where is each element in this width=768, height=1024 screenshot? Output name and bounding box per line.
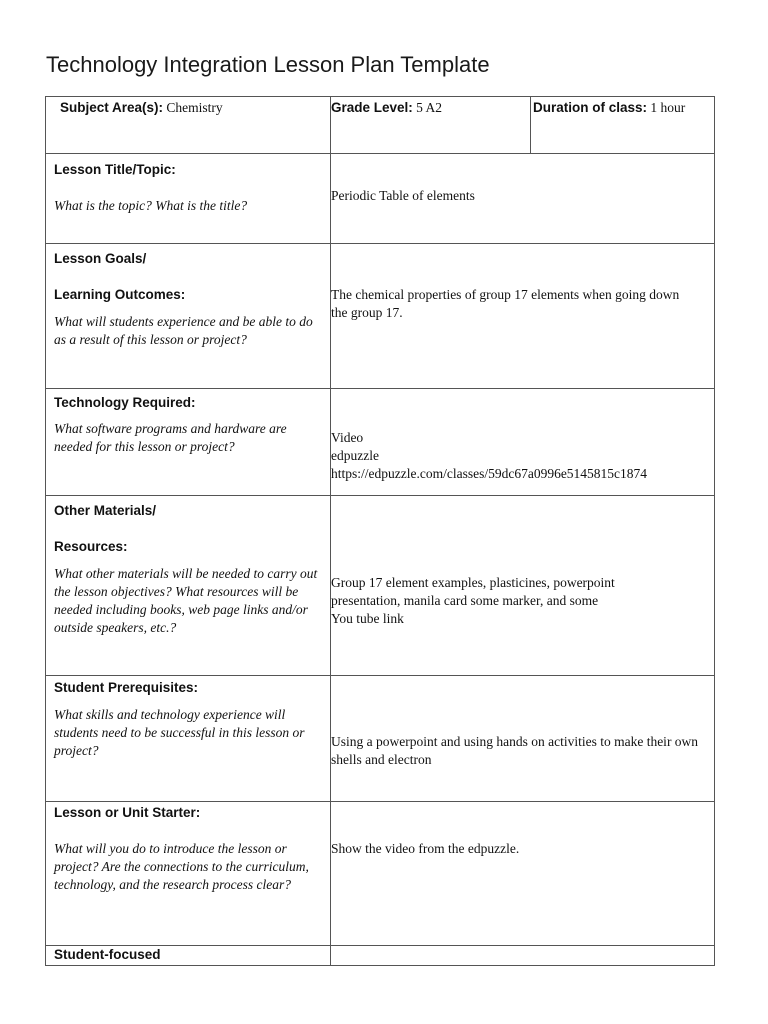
student-focused-row xyxy=(46,946,715,966)
grade-cell xyxy=(331,97,531,154)
materials-question: What other materials will be needed to carry out the lesson objectives? What resources will be needed including books, web page links and/or outside speakers, etc.? xyxy=(54,566,318,635)
duration-value: 1 hour xyxy=(650,100,686,115)
topic-label-cell xyxy=(46,154,331,244)
goals-label-1: Lesson Goals/ xyxy=(54,251,147,266)
technology-label: Technology Required: xyxy=(54,395,196,410)
starter-label: Lesson or Unit Starter: xyxy=(54,805,201,820)
materials-label-2: Resources: xyxy=(54,539,128,554)
starter-answer-cell xyxy=(331,802,715,946)
grade-value: 5 A2 xyxy=(416,100,443,115)
materials-answer-cell xyxy=(331,496,715,676)
prerequisites-question: What skills and technology experience will students need to be successful in this lesson or project? xyxy=(54,707,305,758)
technology-answer-video: Video xyxy=(331,430,364,445)
subject-label: Subject Area(s): xyxy=(60,100,164,115)
prerequisites-answer-cell xyxy=(331,676,715,802)
technology-question: What software programs and hardware are needed for this lesson or project? xyxy=(54,421,287,454)
materials-label-cell xyxy=(46,496,331,676)
materials-label-1: Other Materials/ xyxy=(54,503,157,518)
student-focused-label: Student-focused xyxy=(54,947,161,962)
document-title: Technology Integration Lesson Plan Template xyxy=(46,52,490,77)
topic-question: What is the topic? What is the title? xyxy=(54,198,248,213)
goals-row xyxy=(46,244,715,389)
goals-answer-cell xyxy=(331,244,715,389)
duration-cell xyxy=(531,97,715,154)
technology-row xyxy=(46,389,715,496)
goals-label-cell xyxy=(46,244,331,389)
materials-row xyxy=(46,496,715,676)
technology-answer-edpuzzle: edpuzzle xyxy=(331,448,379,463)
technology-answer-link[interactable]: https://edpuzzle.com/classes/59dc67a0996e5145815c1874 xyxy=(331,466,648,481)
goals-answer: The chemical properties of group 17 elements when going down the group 17. xyxy=(331,287,680,320)
lesson-plan-table xyxy=(45,96,715,966)
topic-label: Lesson Title/Topic: xyxy=(54,162,176,177)
grade-label: Grade Level: xyxy=(331,100,413,115)
topic-row xyxy=(46,154,715,244)
topic-answer: Periodic Table of elements xyxy=(331,188,475,203)
student-focused-label-cell xyxy=(46,946,331,966)
subject-value: Chemistry xyxy=(166,100,223,115)
prerequisites-row xyxy=(46,676,715,802)
starter-question: What will you do to introduce the lesson or project? Are the connections to the curriculum, technology, and the research process clear? xyxy=(54,841,309,892)
prerequisites-answer: Using a powerpoint and using hands on activities to make their own shells and electron xyxy=(331,734,699,767)
materials-answer: Group 17 element examples, plasticines, powerpoint presentation, manila card some marker, and some xyxy=(331,575,615,608)
technology-answer-cell xyxy=(331,389,715,496)
starter-answer: Show the video from the edpuzzle. xyxy=(331,841,520,856)
student-focused-answer-cell xyxy=(331,946,715,966)
technology-label-cell xyxy=(46,389,331,496)
prerequisites-label-cell xyxy=(46,676,331,802)
duration-label: Duration of class: xyxy=(533,100,648,115)
materials-answer-youtube: You tube link xyxy=(331,611,404,626)
header-row xyxy=(46,97,715,154)
prerequisites-label: Student Prerequisites: xyxy=(54,680,199,695)
goals-label-2: Learning Outcomes: xyxy=(54,287,186,302)
topic-answer-cell xyxy=(331,154,715,244)
starter-label-cell xyxy=(46,802,331,946)
goals-question: What will students experience and be able to do as a result of this lesson or project? xyxy=(54,314,313,347)
subject-cell xyxy=(46,97,331,154)
starter-row xyxy=(46,802,715,946)
